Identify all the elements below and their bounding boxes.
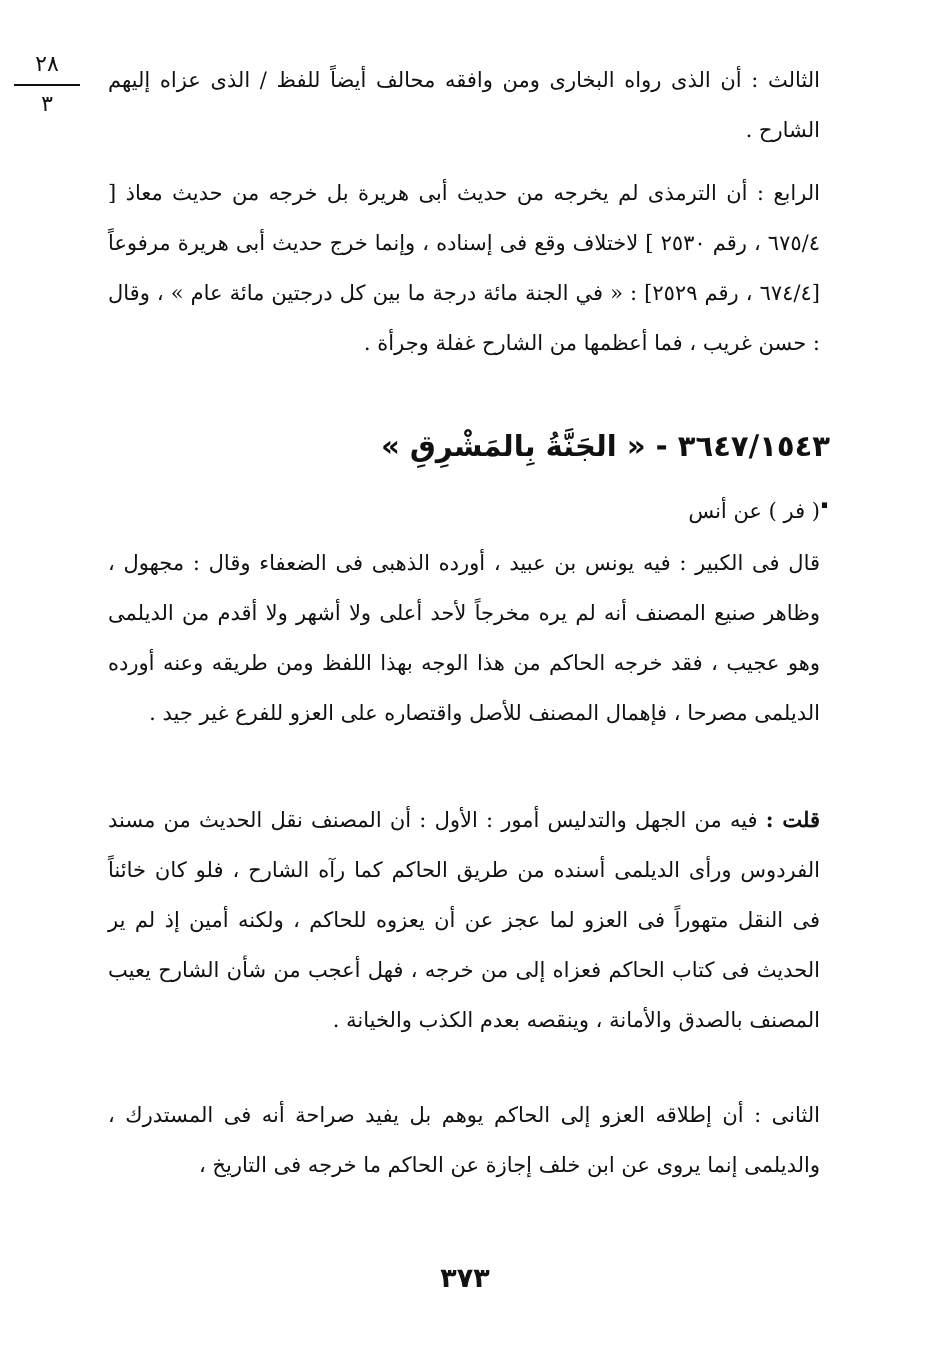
- hadith-heading: ٣٦٤٧/١٥٤٣ - « الجَنَّةُ بِالمَشْرِقِ » .: [381, 429, 830, 515]
- paragraph-third-point: الثالث : أن الذى رواه البخارى ومن وافقه محالف أيضاً للفظ / الذى عزاه إليهم الشارح .: [108, 68, 820, 142]
- paragraph-commentary: قال فى الكبير : فيه يونس بن عبيد ، أورده الذهبى فى الضعفاء وقال : مجهول ، وظاهر صنيع المصنف أنه لم يره مخرجاً لأحد أعلى ولا أشهر ولا أقدم من الديلمى وهو عجيب ، فقد خرجه الحاكم من هذا الوجه بهذا اللفظ ومن طريقه وعنه أورده الديلمى مصرحا ، فإهمال المصنف للأصل واقتصاره على العزو للفرع غير جيد .: [108, 551, 820, 725]
- paragraph-second-point: الثانى : أن إطلاقه العزو إلى الحاكم يوهم بل يفيد صراحة أنه فى المستدرك ، والديلمى إنما يروى عن ابن خلف إجازة عن الحاكم ما خرجه فى التاريخ ،: [108, 1103, 820, 1177]
- margin-volume-note: [14, 52, 80, 118]
- response-lead: قلت :: [765, 807, 820, 832]
- page-number: ٣٧٣: [440, 1263, 490, 1294]
- paragraph-fourth-point: الرابع : أن الترمذى لم يخرجه من حديث أبى هريرة بل خرجه من حديث معاذ [ ٦٧٥/٤ ، رقم ٢٥٣٠ ] لاختلاف وقع فى إسناده ، وإنما خرج حديث أبى هريرة مرفوعاً [٦٧٤/٤ ، رقم ٢٥٢٩] : « في الجنة مائة درجة ما بين كل درجتين مائة عام » ، وقال : حسن غريب ، فما أعظمها من الشارح غفلة وجرأة .: [108, 181, 820, 355]
- paragraph-response: [108, 795, 820, 1045]
- hadith-source: ( فر ) عن أنس: [688, 499, 820, 523]
- margin-note-top: ٢٨: [35, 52, 59, 77]
- margin-note-divider: [14, 84, 80, 86]
- margin-note-bottom: ٣: [41, 92, 53, 117]
- response-body: فيه من الجهل والتدليس أمور : الأول : أن المصنف نقل الحديث من مسند الفردوس ورأى الديلمى أسنده من طريق الحاكم كما رآه الشارح ، فلو كان خائناً فى النقل متهوراً فى العزو لما عجز عن أن يعزوه للحاكم ، ولكنه أمين إذ لم ير الحديث فى كتاب الحاكم فعزاه إلى من خرجه ، فهل أعجب من شأن الشارح يعيب المصنف بالصدق والأمانة ، وينقصه بعدم الكذب والخيانة .: [108, 808, 820, 1032]
